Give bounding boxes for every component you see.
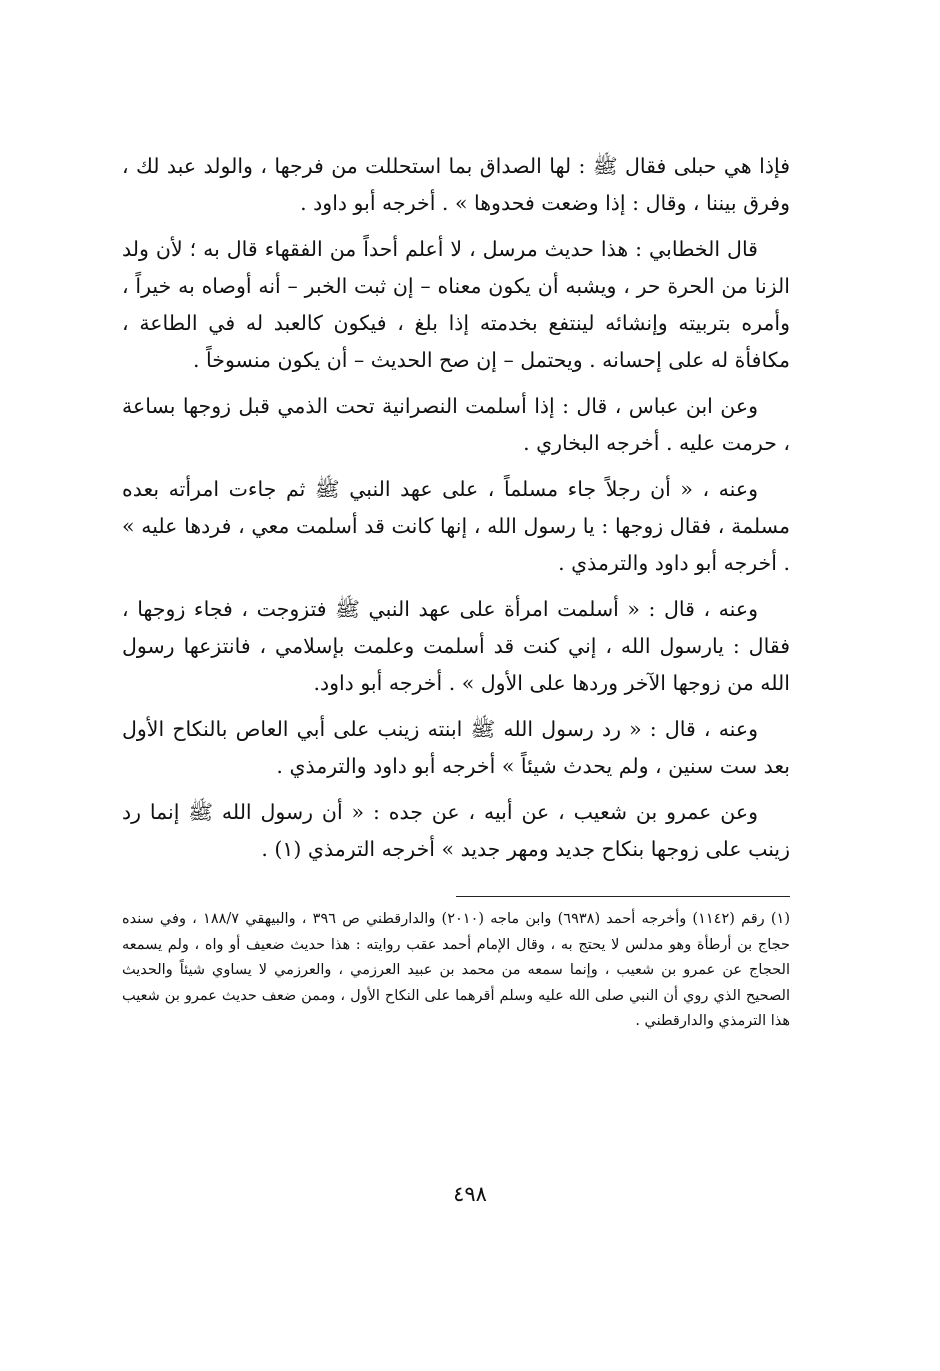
paragraph-7: وعن عمرو بن شعيب ، عن أبيه ، عن جده : « أن رسول الله ﷺ إنما رد زينب على زوجها بنكاح جديد ومهر جديد » أخرجه الترمذي (١) . (122, 800, 790, 861)
paragraph-6: وعنه ، قال : « رد رسول الله ﷺ ابنته زينب على أبي العاص بالنكاح الأول بعد ست سنين ، ولم يحدث شيئاً » أخرجه أبو داود والترمذي . (122, 717, 790, 778)
page-number: ٤٩٨ (453, 1182, 487, 1206)
footnote: (١) رقم (١١٤٢) وأخرجه أحمد (٦٩٣٨) وابن ماجه (٢٠١٠) والدارقطني ص ٣٩٦ ، والبيهقي ١٨٨/٧ ، وفي سنده حجاج بن أرطأة وهو مدلس لا يحتج به ، وقال الإمام أحمد عقب روايته : هذا حديث ضعيف أو واه ، ولم يسمعه الحجاج عن عمرو بن شعيب ، وإنما سمعه من محمد بن عبيد العرزمي ، والعرزمي لا يساوي شيئاً والحديث الصحيح الذي روي أن النبي صلى الله عليه وسلم أقرهما على النكاح الأول ، وممن ضعف حديث عمرو بن شعيب هذا الترمذي والدارقطني . (122, 911, 790, 1029)
paragraph-5: وعنه ، قال : « أسلمت امرأة على عهد النبي ﷺ فتزوجت ، فجاء زوجها ، فقال : يارسول الله ، إني كنت قد أسلمت وعلمت بإسلامي ، فانتزعها رسول الله من زوجها الآخر وردها على الأول » . أخرجه أبو داود. (122, 597, 790, 695)
footnote-divider (456, 896, 790, 897)
paragraph-1: فإذا هي حبلى فقال ﷺ : لها الصداق بما استحللت من فرجها ، والولد عبد لك ، وفرق بيننا ، وقال : إذا وضعت فحدوها » . أخرجه أبو داود . (122, 154, 790, 215)
main-text (122, 148, 790, 868)
paragraph-2: قال الخطابي : هذا حديث مرسل ، لا أعلم أحداً من الفقهاء قال به ؛ لأن ولد الزنا من الحرة حر ، ويشبه أن يكون معناه – إن ثبت الخبر – أنه أوصاه به خيراً ، وأمره بتربيته وإنشائه لينتفع بخدمته إذا بلغ ، فيكون كالعبد له في الطاعة ، مكافأة له على إحسانه . ويحتمل – إن صح الحديث – أن يكون منسوخاً . (122, 237, 790, 372)
paragraph-4: وعنه ، « أن رجلاً جاء مسلماً ، على عهد النبي ﷺ ثم جاءت امرأته بعده مسلمة ، فقال زوجها : يا رسول الله ، إنها كانت قد أسلمت معي ، فردها عليه » . أخرجه أبو داود والترمذي . (122, 477, 790, 575)
paragraph-3: وعن ابن عباس ، قال : إذا أسلمت النصرانية تحت الذمي قبل زوجها بساعة ، حرمت عليه . أخرجه البخاري . (122, 394, 790, 455)
